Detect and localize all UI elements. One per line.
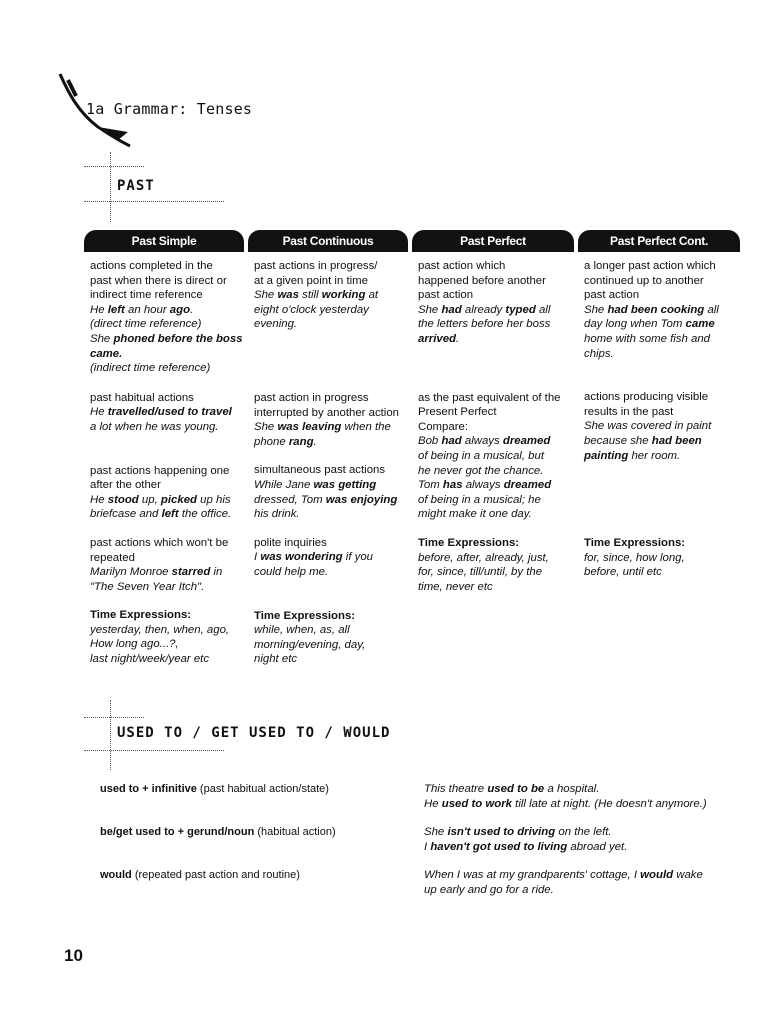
page-number: 10	[64, 946, 83, 965]
time-expressions: last night/week/year etc	[90, 653, 210, 666]
usage-text: actions producing visible	[584, 391, 709, 404]
note-text: (direct time reference)	[90, 318, 202, 331]
example-sentence: He left an hour ago.	[90, 303, 194, 316]
example-sentence: She isn't used to driving on the left.	[424, 826, 612, 838]
past-simple-column	[90, 259, 246, 667]
divider	[84, 750, 224, 751]
time-expressions-label: Time Expressions:	[90, 609, 192, 622]
usage-text: past actions happening one	[90, 464, 230, 477]
example-sentence: of being in a musical; he	[418, 493, 541, 506]
example-sentence: Marilyn Monroe starred in	[90, 566, 223, 579]
divider	[84, 166, 144, 167]
column-header-past-perfect-cont: Past Perfect Cont.	[578, 230, 740, 252]
usage-text: simultaneous past actions	[254, 464, 386, 477]
time-expressions: How long ago...?,	[90, 638, 179, 651]
time-expressions: morning/evening, day,	[254, 638, 366, 651]
example-sentence: phone rang.	[254, 435, 317, 448]
example-sentence: eight o'clock yesterday	[254, 303, 369, 316]
usage-examples	[424, 782, 744, 812]
time-expressions: while, when, as, all	[254, 624, 350, 637]
example-sentence: came.	[90, 347, 123, 360]
example-sentence: She was still working at	[254, 289, 379, 302]
example-sentence: When I was at my grandparents' cottage, I would wake	[424, 869, 703, 881]
usage-text: past action	[418, 289, 474, 302]
example-sentence: He stood up, picked up his	[90, 493, 231, 506]
example-sentence: She phoned before the boss	[90, 332, 243, 345]
usage-examples	[424, 868, 754, 898]
example-sentence: up early and go for a ride.	[424, 884, 554, 896]
divider	[84, 717, 144, 718]
usage-text: a longer past action which	[584, 260, 716, 272]
example-sentence: While Jane was getting	[254, 478, 377, 491]
usage-text: past action	[584, 289, 640, 302]
past-perfect-cont-column	[584, 259, 742, 580]
example-sentence: dressed, Tom was enjoying	[254, 493, 398, 506]
past-perfect-column	[418, 259, 576, 594]
usage-text: actions completed in the	[90, 260, 213, 272]
example-sentence: Bob had always dreamed	[418, 435, 551, 448]
usage-text: past action which	[418, 260, 506, 272]
column-header-past-simple: Past Simple	[84, 230, 244, 252]
example-sentence: home with some fish and	[584, 332, 710, 345]
usage-text: as the past equivalent of the	[418, 391, 561, 404]
example-sentence: He used to work till late at night. (He doesn't anymore.)	[424, 798, 707, 810]
example-sentence: "The Seven Year Itch".	[90, 580, 205, 593]
usage-text: at a given point in time	[254, 274, 368, 287]
usage-text: past actions which won't be	[90, 536, 229, 549]
time-expressions: before, until etc	[584, 566, 662, 579]
example-sentence: She was leaving when the	[254, 421, 391, 434]
usage-text: past action in progress	[254, 391, 369, 404]
usage-text: indirect time reference	[90, 289, 203, 302]
example-sentence: briefcase and left the office.	[90, 508, 232, 521]
usage-text: past actions in progress/	[254, 260, 378, 272]
example-sentence: arrived.	[418, 332, 460, 345]
usage-text: polite inquiries	[254, 536, 327, 549]
example-sentence: a lot when he was young.	[90, 420, 219, 433]
time-expressions: night etc	[254, 653, 298, 666]
example-sentence: She had been cooking all	[584, 303, 719, 316]
page-title: 1a Grammar: Tenses	[86, 100, 253, 118]
time-expressions-label: Time Expressions:	[584, 537, 686, 550]
past-continuous-column	[254, 259, 410, 667]
usage-text: Compare:	[418, 420, 469, 433]
time-expressions-label: Time Expressions:	[254, 609, 356, 622]
example-sentence: She was covered in paint	[584, 420, 712, 433]
example-sentence: day long when Tom came	[584, 318, 715, 331]
column-header-past-continuous: Past Continuous	[248, 230, 408, 252]
usage-text: past when there is direct or	[90, 274, 227, 287]
example-sentence: he never got the chance.	[418, 464, 544, 477]
example-sentence: Tom has always dreamed	[418, 479, 552, 492]
example-sentence: might make it one day.	[418, 508, 532, 521]
example-sentence: his drink.	[254, 508, 300, 521]
example-sentence: could help me.	[254, 565, 329, 578]
example-sentence: of being in a musical, but	[418, 449, 545, 462]
usage-text: interrupted by another action	[254, 406, 400, 419]
column-header-past-perfect: Past Perfect	[412, 230, 574, 252]
example-sentence: I was wondering if you	[254, 551, 374, 564]
time-expressions: yesterday, then, when, ago,	[90, 623, 230, 636]
example-sentence: painting her room.	[584, 449, 681, 462]
usage-text: continued up to another	[584, 274, 704, 287]
usage-text: after the other	[90, 479, 161, 492]
example-sentence: He travelled/used to travel	[90, 406, 232, 419]
usage-rule: used to + infinitive (past habitual action/state)	[100, 783, 329, 795]
section-title-used-to: USED TO / GET USED TO / WOULD	[117, 725, 391, 741]
example-sentence: chips.	[584, 347, 614, 360]
usage-text: repeated	[90, 551, 135, 564]
time-expressions-label: Time Expressions:	[418, 536, 520, 549]
example-sentence: the letters before her boss	[418, 318, 551, 331]
divider	[84, 201, 224, 202]
usage-text: results in the past	[584, 405, 674, 418]
time-expressions: for, since, how long,	[584, 551, 685, 564]
example-sentence: She had already typed all	[418, 303, 551, 316]
usage-rule: would (repeated past action and routine)	[100, 869, 300, 881]
usage-rule: be/get used to + gerund/noun (habitual action)	[100, 826, 336, 838]
usage-text: Present Perfect	[418, 406, 497, 419]
time-expressions: before, after, already, just,	[418, 551, 549, 564]
example-sentence: This theatre used to be a hospital.	[424, 783, 600, 795]
example-sentence: evening.	[254, 318, 298, 331]
time-expressions: time, never etc	[418, 580, 493, 593]
example-sentence: because she had been	[584, 434, 702, 447]
divider	[110, 152, 111, 222]
usage-text: happened before another	[418, 274, 546, 287]
note-text: (indirect time reference)	[90, 362, 211, 375]
example-sentence: I haven't got used to living abroad yet.	[424, 841, 628, 853]
divider	[110, 700, 111, 770]
section-title-past: PAST	[117, 178, 155, 194]
usage-examples	[424, 825, 744, 855]
time-expressions: for, since, till/until, by the	[418, 566, 543, 579]
usage-text: past habitual actions	[90, 391, 194, 404]
